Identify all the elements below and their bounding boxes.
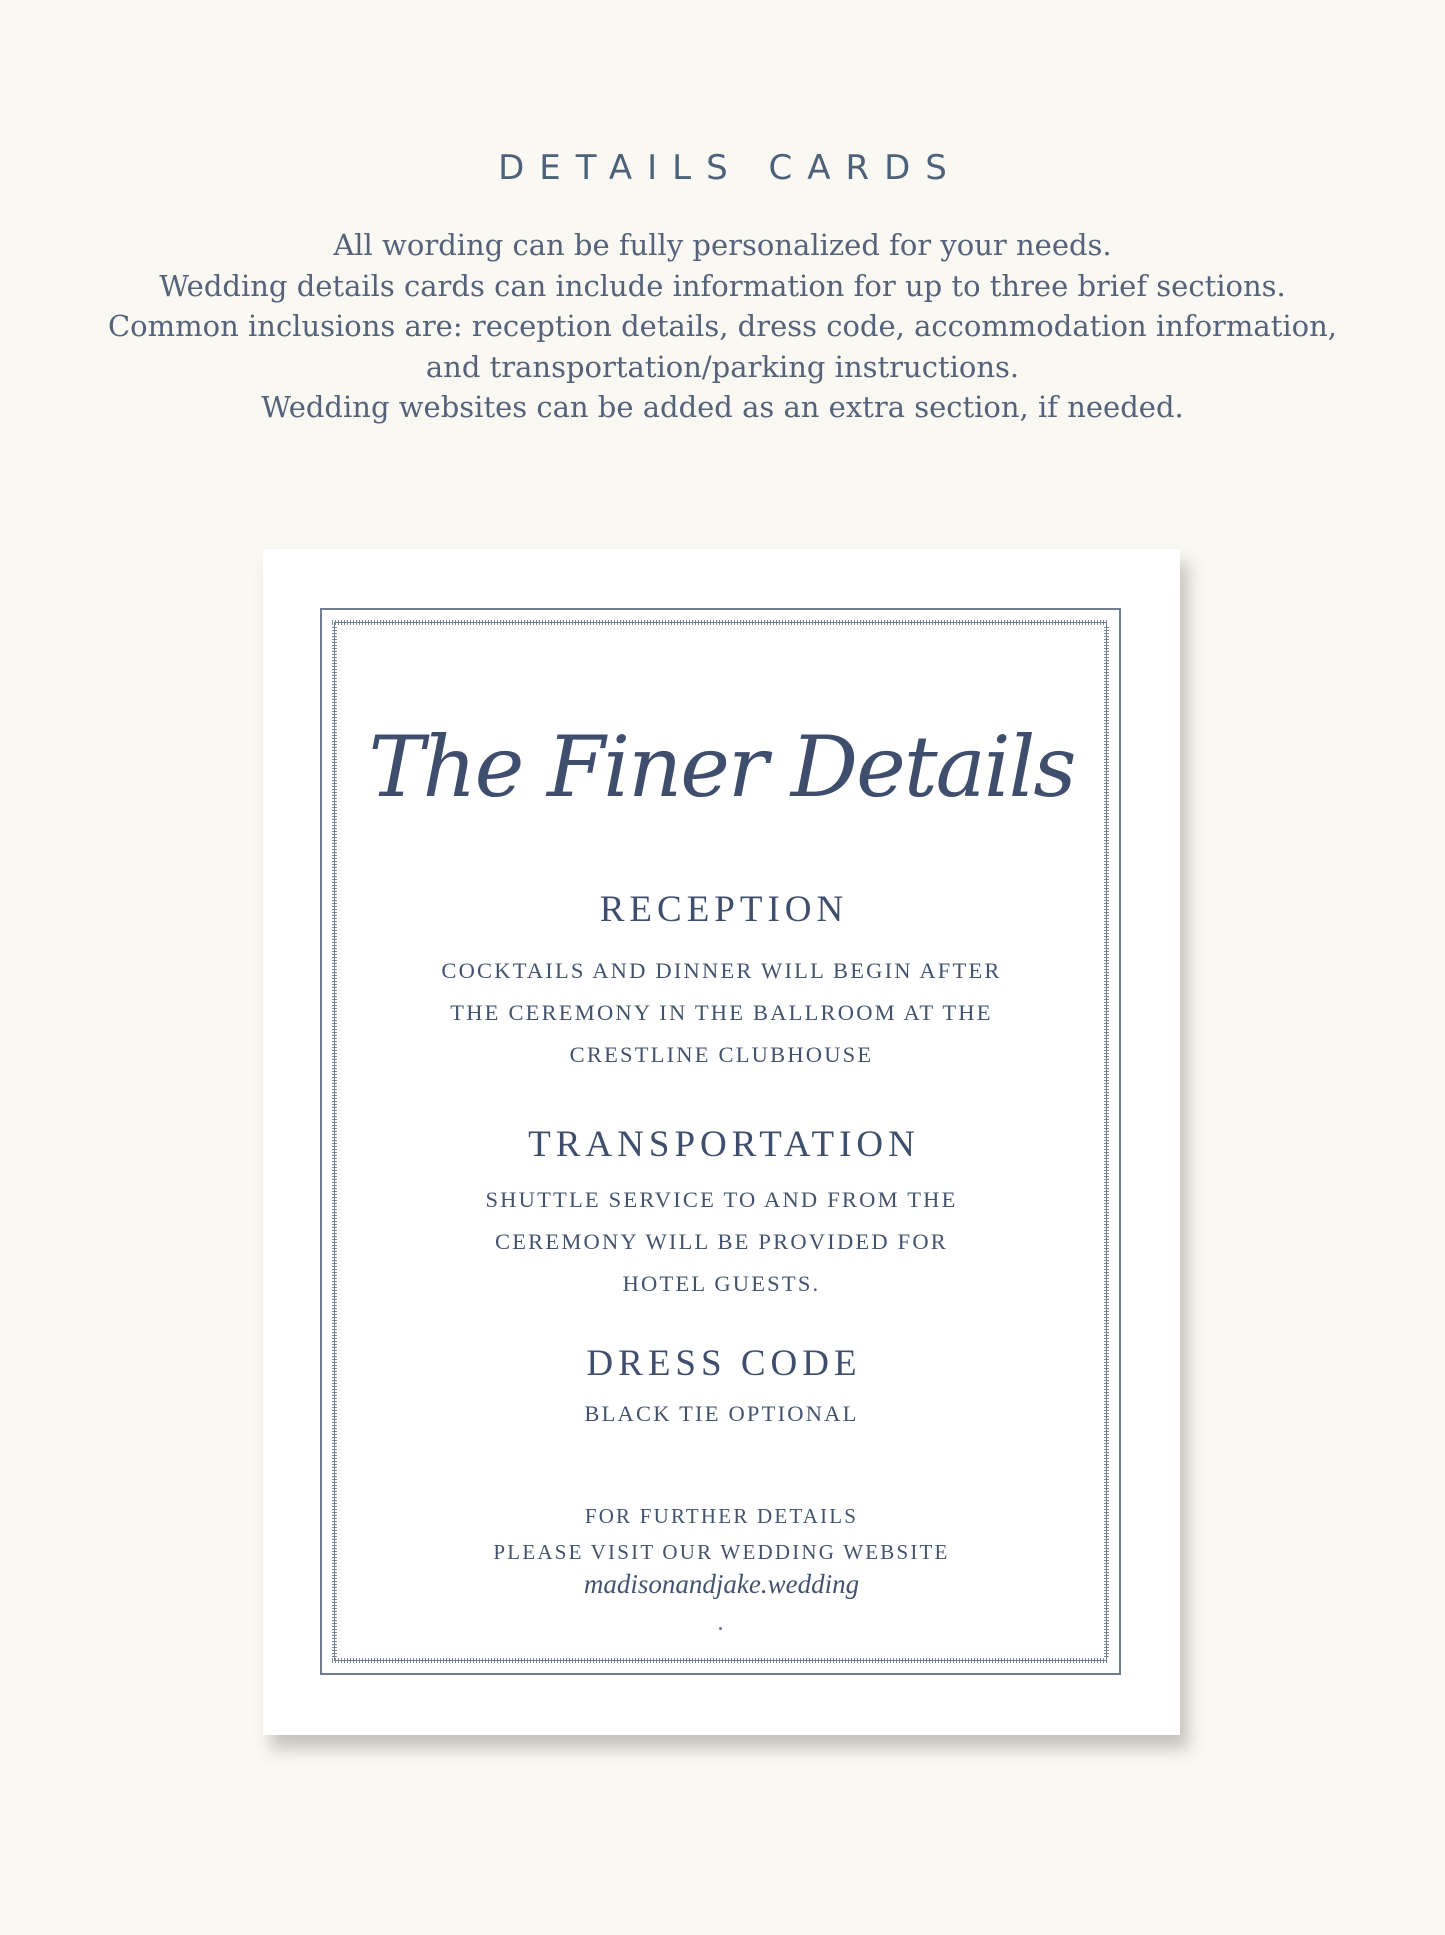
page-title: DETAILS CARDS bbox=[498, 148, 962, 188]
intro-line: and transportation/parking instructions. bbox=[425, 349, 1020, 384]
transportation-line: SHUTTLE SERVICE TO AND FROM THE bbox=[485, 1187, 958, 1212]
wedding-website: madisonandjake.wedding bbox=[583, 1569, 860, 1599]
intro-line: Common inclusions are: reception details, dress code, accommodation information, bbox=[107, 309, 1337, 343]
reception-heading: RECEPTION bbox=[599, 889, 849, 930]
footer-line-2: PLEASE VISIT OUR WEDDING WEBSITE bbox=[493, 1540, 950, 1564]
dress-code-line: BLACK TIE OPTIONAL bbox=[584, 1401, 859, 1426]
intro-line: Wedding details cards can include information for up to three brief sections. bbox=[159, 268, 1286, 303]
dress-code-body bbox=[263, 1393, 1180, 1435]
card-content bbox=[263, 549, 1180, 1735]
intro-line: All wording can be fully personalized for your needs. bbox=[333, 228, 1112, 262]
transportation-body bbox=[263, 1179, 1180, 1305]
dress-code-heading: DRESS CODE bbox=[586, 1343, 862, 1384]
details-card bbox=[263, 549, 1180, 1735]
intro-text bbox=[100, 225, 1345, 428]
card-title: The Finer Details bbox=[368, 718, 1075, 816]
intro-line: Wedding websites can be added as an extra section, if needed. bbox=[261, 390, 1184, 424]
reception-body bbox=[263, 950, 1180, 1076]
footer-line-1: FOR FURTHER DETAILS bbox=[584, 1504, 859, 1528]
transportation-line: HOTEL GUESTS. bbox=[622, 1271, 821, 1296]
footer-dot bbox=[719, 1627, 722, 1630]
reception-line: COCKTAILS AND DINNER WILL BEGIN AFTER bbox=[441, 958, 1002, 983]
reception-line: CRESTLINE CLUBHOUSE bbox=[569, 1042, 874, 1067]
reception-line: THE CEREMONY IN THE BALLROOM AT THE bbox=[450, 1000, 993, 1025]
transportation-heading: TRANSPORTATION bbox=[528, 1124, 920, 1165]
transportation-line: CEREMONY WILL BE PROVIDED FOR bbox=[495, 1229, 948, 1254]
